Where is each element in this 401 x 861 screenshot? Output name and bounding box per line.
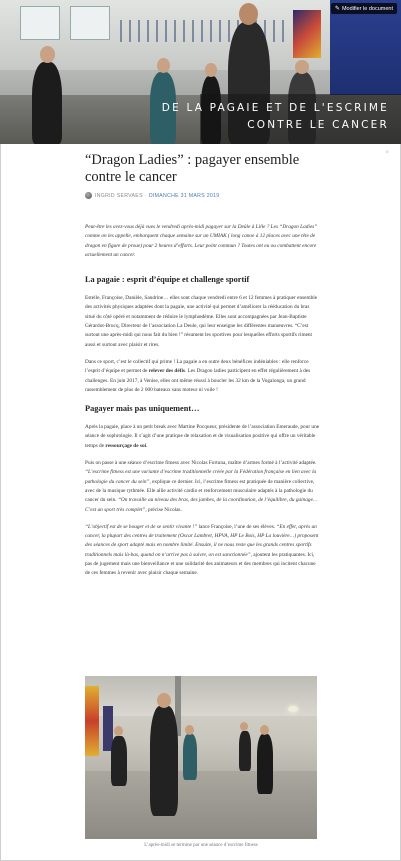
- photo-person: [111, 736, 127, 786]
- photo-person: [150, 706, 178, 816]
- article-photo[interactable]: [85, 676, 317, 839]
- paragraph: [85, 459, 320, 515]
- post-meta: [85, 192, 320, 199]
- hero-person-head: [239, 3, 258, 25]
- photo-person-head: [240, 722, 248, 731]
- meta-separator: ·: [144, 192, 147, 199]
- author-avatar[interactable]: [85, 192, 92, 199]
- paragraph: Estelle, Françoise, Danièle, Sandrine… elles sont chaque vendredi entre 6 et 12 femmes à pratiquer ensemble des activités physiques adaptées dont la pagaie, une activité qui permet d’améliorer la rééducation du bras situé du côté opéré et notamment de réduire le lymphœdème. Elles sont accompagnées par Jean-Baptiste Gérardot-Brucq, Directeur de l’association La Deule, qui leur enseigne les différentes manœuvres. “C’est surtout une après-midi qui nous fait du bien !” résument les sportives pour lesquelles efforts sportifs riment aussi et surtout avec plaisir et rires.: [85, 295, 318, 348]
- post-date[interactable]: DIMANCHE 31 MARS 2019: [148, 192, 220, 199]
- photo-person: [239, 731, 251, 771]
- paragraph: [85, 423, 320, 451]
- hero-person: [32, 62, 62, 144]
- photo-caption: L’après-midi se termine par une séance d’escrime fitness: [144, 843, 258, 848]
- photo-person: [257, 734, 273, 794]
- hero-poster: [293, 10, 321, 58]
- photo-person-head: [157, 693, 171, 708]
- paragraph-bold: relever des défis: [148, 368, 185, 375]
- paragraph-quote: “L’objectif est de se bouger et de se sentir vivante !”: [85, 523, 198, 530]
- photo-lamp: [288, 706, 298, 712]
- hero-person-head: [157, 58, 170, 73]
- hero-person-head: [205, 63, 217, 77]
- paragraph-text: , ajoutent les pratiquantes. Ici, pas de jugement mais une bienveillance et une solidarité des animateurs et des membres qui incitent chacune de ces femmes à revenir avec plaisir chaque semaine.: [85, 551, 316, 577]
- hero-window: [70, 6, 110, 40]
- paragraph-quote: “On travaille au niveau des bras, des jambes, de la coordination, de l’équilibre, du gainage… C’est un sport très complet”: [85, 497, 318, 513]
- hero-image: [0, 0, 401, 144]
- hero-title-line: DE LA PAGAIE ET DE L'ESCRIME: [161, 102, 389, 114]
- article: [85, 152, 320, 587]
- hero-person-head: [40, 46, 55, 63]
- paragraph: [85, 358, 320, 395]
- edit-document-label: Modifier le document: [341, 6, 393, 12]
- paragraph-text: Après la pagaie, place à un petit break avec Martine Pocqueur, présidente de l’association Emeraude, pour une séance de sophrologie. Il s’agit d’une pratique de relaxation et de visualisation positive qui offre un véritable temps de: [85, 424, 320, 449]
- paragraph-quote: “L’escrime fitness est une variante d’escrime traditionnelle créée par la Fédération française en lien avec la pathologie du cancer du sein”: [85, 469, 317, 485]
- paragraph-text: lance Françoise, l’une de ses élèves.: [197, 523, 277, 530]
- section-heading-pas-uniquement: Pagayer mais pas uniquement…: [85, 404, 200, 414]
- section-heading-pagaie: La pagaie : esprit d’équipe et challenge sportif: [85, 275, 250, 285]
- photo-person-head: [260, 725, 269, 735]
- hero-person-head: [295, 60, 309, 74]
- post-intro: Peut-être les avez-vous déjà vues le vendredi après-midi pagayer sur la Deûle à Lille ? Les “Dragon Ladies” comme on les appelle, embarquent chaque semaine sur un UMIAK ( long canoe à 12 places avec une tête de dragon en figure de proue) pour 2 heures d’efforts. Leur point commun ? Toutes ont eu ou combattent encore actuellement un cancer.: [85, 224, 318, 258]
- pencil-icon: ✎: [334, 6, 340, 12]
- paragraph-text: .: [146, 442, 148, 449]
- paragraph: [85, 523, 320, 579]
- hero-title-line: CONTRE LE CANCER: [247, 119, 389, 131]
- paragraph-text: , explique ce dernier. Ici, l’escrime fitness est pratiquée de manière collective, avec de la musique rythmée. Elle allie activité cardio et renforcement musculaire adaptés à la pathologie du cancer du sein.: [85, 478, 315, 504]
- paragraph-text: Puis on passe à une séance d’escrime fitness avec Nicolas Fortuna, maître d’armes formé à l’activité adaptée.: [85, 460, 317, 467]
- close-icon[interactable]: ×: [385, 150, 389, 156]
- photo-person-head: [185, 725, 194, 735]
- hero-title: [162, 100, 389, 134]
- hero-window: [20, 6, 60, 40]
- photo-flag: [85, 686, 99, 756]
- paragraph-text: . Les Dragon ladies participent en effet régulièrement à des challenges. En juin 2017, à Venise, elles ont même réussi à boucler les 32 km de la Vogalonga, un grand rassemblement de plus de 2 000 bateaux sans moteur ni voile !: [85, 368, 311, 393]
- photo-person-head: [114, 726, 123, 736]
- photo-person: [183, 734, 197, 780]
- edit-document-button[interactable]: [331, 3, 397, 14]
- paragraph-text: Dans ce sport, c’est le collectif qui prime ! La pagaie a en outre deux bénéfices indéniables : elle renforce l’esprit d’équipe et permet de: [85, 358, 309, 375]
- post-title: “Dragon Ladies” : pagayer ensemble contre le cancer: [85, 152, 300, 185]
- author-name[interactable]: INGRID SERVAES: [95, 192, 143, 199]
- paragraph-bold: ressourçage de soi: [105, 442, 147, 449]
- photo-ceiling: [85, 676, 317, 716]
- paragraph-text: , précise Nicolas.: [145, 506, 182, 513]
- paragraph-quote: “En effet, après un cancer, la plupart des centres de traitement (Oscar Lambret, HPVA, HP Le Bois, HP La louvière…) proposent des séances de sport adapté mais en nombre limité. Ensuite, il ne nous reste que les grands centres sportifs traditionnels mais là-bas, quand on n’arrive pas à suivre, on est sanctionnée”: [85, 523, 319, 558]
